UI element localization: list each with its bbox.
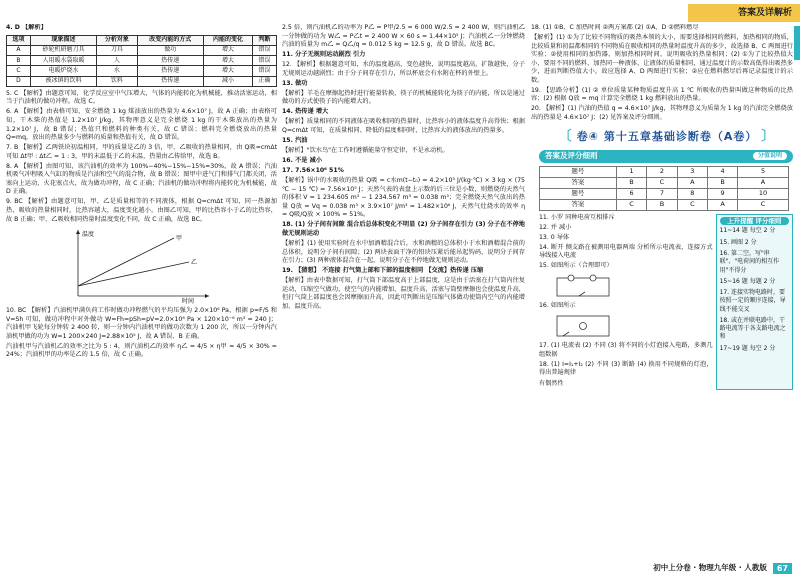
answer-paragraph: 【解析】(1) ①为了比较不同物质的吸热本领的大小，需要选择相同的燃料，加热相同的物质，比较质量和初温都相同的不同物质在吸收相同的热量时温度升高的多少，故选择 B、C 两图进行实验；②使用相同的加热器，则加热相同时间，说明吸收的热量相同；(2) ①为了比较热值大小，要用不同的燃料，加热同一种液体，让液体的质量相同，通过温度计的示数高低得出吸热多少，进而判断热值大小，故应选择 A、D 两图进行实验；②应在燃料燃尽后再记录温度计的示数。 bbox=[531, 34, 793, 84]
answer-paragraph: 19. 【思路分析】(1) ② 单位质量某种物质温度升高 1 ℃ 所吸收的热量叫做这种物质的比热容；(2) 根据 Q放 = mq 计算完全燃烧 1 kg 燃料放出的热量。 bbox=[531, 86, 793, 103]
table-row bbox=[540, 177, 789, 188]
banner-sub-label: 分值说明 bbox=[753, 152, 787, 160]
table-cell: 电暖炉烧水 bbox=[30, 66, 96, 76]
table-cell: 4 bbox=[708, 166, 738, 177]
list-item: 有偶然性 bbox=[539, 379, 564, 387]
list-item: 11. 小罗 同种电荷互相排斥 bbox=[539, 213, 615, 221]
table-header-cell: 分析对象 bbox=[96, 35, 137, 45]
series-label-a: 甲 bbox=[176, 235, 183, 243]
table-row bbox=[7, 76, 277, 86]
answer-paragraph: 18. (1) ①B、C 加热时间 ②两方案都 (2) ①A、D ②燃料燃尽 bbox=[531, 24, 699, 31]
table-cell: 错误 bbox=[253, 56, 277, 66]
answer-paragraph: 【解析】质量相同的不同液体在吸收相同的热量时，比热容小的液体温度升高得快；根据 Q=cmΔt 可知，在质量相同、降低的温度相同时，比热容大的液体放出的热量多。 bbox=[282, 118, 525, 135]
list-item: 16. 如图所示 bbox=[539, 302, 576, 310]
table-cell: 被冰镇的饮料 bbox=[30, 76, 96, 86]
table-header-cell: 内能的变化 bbox=[203, 35, 252, 45]
table-cell: 5 bbox=[738, 166, 789, 177]
table-cell: 答案 bbox=[540, 199, 617, 210]
table-cell: 7 bbox=[647, 188, 677, 199]
table-cell: 错误 bbox=[253, 45, 277, 55]
table-cell: 10 bbox=[738, 188, 789, 199]
table-cell: C bbox=[647, 177, 677, 188]
scoring-note: 17. 连接实物电路时，要按照一定的顺序连接，导线不能交叉 bbox=[719, 289, 786, 313]
table-header-row bbox=[7, 35, 277, 45]
table-cell: 题号 bbox=[540, 166, 617, 177]
list-item: 12. 并 减小 bbox=[539, 223, 572, 231]
right-column bbox=[531, 24, 793, 560]
table-cell: 2 bbox=[647, 166, 677, 177]
answer-paragraph: 12. 【解析】根据题意可知，水的温度越高，变色越快，说明温度越高，扩散越快，分子无规则运动越剧烈；由于分子间存在引力，所以杯底会有水附在杯的外壁上。 bbox=[282, 61, 525, 77]
table-cell: 题号 bbox=[540, 188, 617, 199]
answer-paragraph: 2.5 倍，则汽油机乙的功率为 P乙 = P甲/2.5 = 6 000 W/2.5 = 2 400 W，则汽油机乙一分钟做的功为 W乙 = P乙t = 2 400 W × 60 s = 1.44×10⁵ J；汽油机乙一分钟燃烧汽油的质量为 m乙 = Q乙/q = 0.012 5 kg = 12.5 g，故 D 错误。故选 BC。 bbox=[282, 24, 525, 49]
table-row bbox=[7, 56, 277, 66]
y-axis-arrow bbox=[76, 230, 80, 234]
answer-paragraph: 6. A 【解析】由表格可知，安全燃烧 1 kg 煤油放出的热量为 4.6×10⁷ J，故 A 正确；由表格可知，干木柴的热值是 1.2×10⁷ J/kg，其物理意义是完全燃烧 1 kg 的干木柴放出的热量为 1.2×10⁷ J，故 B 错误；热值只和燃料的种类有关，故 C 错误；燃料完全燃烧放出的热量 Q=mq，放出的热量多少与燃料的质量和热值有关，故 D 错误。 bbox=[6, 108, 277, 142]
answer-paragraph: 19. 【猜想】 不连接 打气筒上部和下部的温度相同 【交流】热传递 压缩 bbox=[282, 267, 484, 275]
banner-label: 答案及评分细则 bbox=[545, 150, 598, 160]
header-title: 答案及详解析 bbox=[688, 4, 800, 22]
table-cell: 热传递 bbox=[137, 76, 203, 86]
table-header-cell: 现象描述 bbox=[30, 35, 96, 45]
answer-key-table bbox=[539, 166, 789, 211]
table-cell: 答案 bbox=[540, 177, 617, 188]
series-line-a bbox=[78, 238, 174, 286]
table-cell: 错误 bbox=[253, 66, 277, 76]
section-title-text: 卷④ 第十五章基础诊断卷（A卷） bbox=[576, 129, 758, 143]
scoring-note: 16. 第二空，写"串联"、"电荷间的相互作用"不得分 bbox=[719, 250, 780, 274]
answer-paragraph: 【解析】锅中的水吸收的热量 Q吸 = c水m(t−t₀) = 4.2×10³ J/(kg·℃) × 3 kg × (75 ℃ − 15 ℃) = 7.56×10⁵ J；天然气表的表盘上示数的后三位是小数，则燃烧的天然气的体积 V = 1 234.605 m³ − 1 234.567 m³ = 0.038 m³；完全燃烧天然气放出的热量 Q放 = Vq = 0.038 m³ × 3.9×10⁷ J/m³ = 1.482×10⁶ J，天然气灶烧水的效率 η = Q吸/Q放 × 100% ≈ 51%。 bbox=[282, 177, 525, 219]
answer-paragraph: 20. 【解析】(1) 汽油的热值 q = 4.6×10⁷ J/kg，其物理意义为质量为 1 kg 的汽油完全燃烧放出的热量是 4.6×10⁷ J；(2) 见答案及评分细则。 bbox=[531, 105, 793, 121]
table-cell: 人 bbox=[96, 56, 137, 66]
table-cell: C bbox=[677, 199, 707, 210]
table-cell: 做功 bbox=[137, 45, 203, 55]
table-cell: 6 bbox=[616, 188, 646, 199]
scoring-note: 15~16 题 每题 2 分 bbox=[719, 277, 776, 285]
table-cell: B bbox=[616, 177, 646, 188]
page-footer bbox=[653, 563, 792, 574]
answer-banner bbox=[539, 150, 793, 163]
page-number: 67 bbox=[773, 563, 792, 574]
answer-paragraph: 7. B 【解析】乙两铁块初温相同，甲的质量是乙的 3 倍，甲、乙吸收的热量相同，由 Q吸=cmΔt 可知 Δt甲 : Δt乙 = 1 : 3，甲的末温低于乙的末温，热量由乙传给甲，故选 B。 bbox=[6, 144, 277, 160]
table-cell: B bbox=[7, 56, 31, 66]
table-cell: 8 bbox=[677, 188, 707, 199]
table-cell: A bbox=[677, 177, 707, 188]
answer-paragraph: 9. BC 【解析】由题意可知，甲、乙是质量相等的不同液体，根据 Q=cmΔt 可知，同一热源加热，吸收的热量相同时，比热容越大，温度变化越小，由图乙可知，甲的比热容小于乙的比热容，故 B 正确；甲、乙吸收相同热量时温度变化不同，故 C 正确，故选 BC。 bbox=[6, 198, 277, 223]
list-item: 14. 断开 侧支路在被测用电器两端 分析所示电流表，连接方式导线接入电流 bbox=[539, 243, 713, 260]
table-cell: 人用暖水袋取暖 bbox=[30, 56, 96, 66]
table-cell: 热传递 bbox=[137, 56, 203, 66]
table-cell: 砂轮机研磨刀具 bbox=[30, 45, 96, 55]
circuit-figure bbox=[553, 272, 613, 300]
table-row bbox=[7, 45, 277, 55]
q4-label: 4. D 【解析】 bbox=[6, 24, 47, 31]
table-row bbox=[540, 166, 789, 177]
table-cell: 刀具 bbox=[96, 45, 137, 55]
list-item: 13. 0 导体 bbox=[539, 233, 570, 241]
scoring-note: 15. 画图 2 分 bbox=[719, 238, 757, 246]
answer-paragraph: 14. 热传递 增大 bbox=[282, 108, 329, 116]
fill-answers-list bbox=[539, 214, 713, 390]
middle-column bbox=[282, 24, 525, 560]
table-cell: A bbox=[7, 45, 31, 55]
table-cell: B bbox=[647, 199, 677, 210]
answer-paragraph: 汽油机甲与汽油机乙的效率之比为 5 : 4，则汽油机乙的效率 η乙 = 4/5 × η甲 = 4/5 × 30% = 24%；汽油机甲的功率是乙的 1.5 倍，故 C 正确。 bbox=[6, 342, 277, 359]
bracket-right-icon: 〕 bbox=[761, 128, 776, 144]
circuit-figure bbox=[553, 312, 613, 340]
scoring-notes-title: 上升提醒 bbox=[727, 216, 754, 225]
table-row bbox=[7, 66, 277, 76]
answer-paragraph: 11. 分子无规则运动剧烈 引力 bbox=[282, 51, 366, 59]
answer-paragraph: 13. 做功 bbox=[282, 79, 308, 87]
answer-paragraph: 18. (1) 分子间有间隙 混合后总体积变化不明显 (2) 分子间存在引力 (3) 分子在不停地做无规则运动 bbox=[282, 221, 525, 238]
answer-paragraph: 17. 7.56×10⁶ 51% bbox=[282, 167, 344, 175]
scoring-note: 17~19 题 每空 2 分 bbox=[719, 344, 776, 352]
table-cell: 1 bbox=[616, 166, 646, 177]
table-header-cell: 改变内能的方式 bbox=[137, 35, 203, 45]
table-cell: C bbox=[7, 66, 31, 76]
table-cell: 正确 bbox=[253, 76, 277, 86]
answer-paragraph: 16. 不是 减小 bbox=[282, 157, 323, 165]
answer-paragraph: 8. A 【解析】由图可知，该汽油机的效率为 100%−40%−15%−15%=30%，故 A 错误；汽油机吸气冲程吸入气缸的物质是汽油和空气的混合物，故 B 错误；图甲中进气门和排气门都关闭，活塞向上运动，火花塞点火，故为做功冲程，故 C 正确；汽油机的做功冲程将内能转化为机械能，故 D 正确。 bbox=[6, 162, 277, 196]
table-cell: 增大 bbox=[203, 45, 252, 55]
table-row bbox=[540, 188, 789, 199]
table-cell: 3 bbox=[677, 166, 707, 177]
list-item: 15. 如图所示（合理即可） bbox=[539, 262, 613, 270]
left-column bbox=[6, 24, 277, 560]
series-label-b: 乙 bbox=[191, 259, 198, 267]
table-cell: 水 bbox=[96, 66, 137, 76]
table-cell: 9 bbox=[708, 188, 738, 199]
footer-text: 初中上分卷 · 物理九年级 · 人教版 bbox=[653, 563, 767, 573]
table-cell: 热传递 bbox=[137, 66, 203, 76]
y-axis-label: 温度 bbox=[82, 231, 95, 239]
answer-paragraph: 【解析】"饮水鸟"在工作时遵循能量守恒定律，不是永动机。 bbox=[282, 147, 449, 155]
corner-accent-bar bbox=[794, 26, 800, 60]
list-item: 18. (1) I=I₁+I₂ (2) 不同 (3) 断路 (4) 换用不同规格的灯泡，得出普遍规律 bbox=[539, 360, 713, 377]
fill-answers-section bbox=[539, 214, 793, 390]
table-cell: A bbox=[708, 199, 738, 210]
scoring-notes-sub: 评分细则 bbox=[755, 216, 782, 225]
answer-paragraph: 【解析】(1) 使用实验时在水中加酒精混合后，水和酒精的总体积小于水和酒精混合前的总体积，说明分子间有间隙；(2) 两块表面干净的铅块压紧后能吊起钩码，说明分子间存在引力；(3) 两种液体混合在一起，说明分子在不停地做无规则运动。 bbox=[282, 240, 525, 265]
table-cell: D bbox=[7, 76, 31, 86]
section-title bbox=[541, 126, 793, 148]
x-axis-arrow bbox=[205, 294, 209, 298]
bracket-left-icon: 〔 bbox=[558, 128, 573, 144]
table-cell: 增大 bbox=[203, 56, 252, 66]
x-axis-label: 时间 bbox=[182, 298, 195, 305]
table-cell: A bbox=[738, 177, 789, 188]
table-row bbox=[540, 199, 789, 210]
q4-analysis-table bbox=[6, 35, 277, 87]
table-header-cell: 选项 bbox=[7, 35, 31, 45]
series-line-b bbox=[78, 262, 189, 286]
table-cell: C bbox=[616, 199, 646, 210]
table-cell: C bbox=[738, 199, 789, 210]
table-header-cell: 判断 bbox=[253, 35, 277, 45]
table-cell: 减小 bbox=[203, 76, 252, 86]
temperature-time-graph bbox=[64, 226, 214, 304]
scoring-notes-head bbox=[720, 217, 789, 226]
scoring-note: 11~14 题 每空 2 分 bbox=[719, 227, 776, 235]
answer-paragraph: 【解析】由表中数据可知，打气筒下部温度高于上部温度，这是由于活塞在打气筒内往复运动，压缩空气做功，使空气的内能增加，温度升高，活塞与筒壁摩擦也会使温度升高，但打气筒上部温度也会因摩擦而升高，因此可判断出是压缩气体做功使筒内空气的内能增加、温度升高。 bbox=[282, 277, 525, 310]
table-cell: 饮料 bbox=[96, 76, 137, 86]
answer-paragraph: 5. C 【解析】由题意可知，化学反应室中气压增大，气体的内能转化为机械能，推动活塞运动，相当于汽油机的做功冲程。故选 C。 bbox=[6, 89, 277, 106]
scoring-note: 18. 或在并联电路中，干路电流等于各支路电流之和 bbox=[719, 316, 786, 341]
list-item: 17. (1) 电流表 (2) 不同 (3) 将不同的小灯泡接入电路，多测几组数据 bbox=[539, 342, 713, 358]
table-cell: 增大 bbox=[203, 66, 252, 76]
answer-paragraph: 【解析】羊毛在摩擦起热时进行能量转换，筷子的机械能转化为筷子的内能，所以是通过做功的方式使筷子的内能增大的。 bbox=[282, 89, 525, 106]
scoring-notes-box bbox=[716, 214, 793, 390]
answer-paragraph: 15. 汽油 bbox=[282, 137, 308, 145]
answer-paragraph: 10. BC 【解析】汽油机甲满负荷工作时做功冲程燃气的平均压强为 2.0×10⁶ Pa，根据 p=F/S 和 V=Sh 可知，做功冲程中对外做功 W=Fh=pSh=pV=2.0×10⁶ Pa × 120×10⁻⁶ m³ = 240 J；汽油机甲飞轮每分钟转 2 400 转，则一分钟内汽油机甲的做功次数为 1 200 次，所以一分钟内汽油机甲做的功为 W=1 200×240 J=2.88×10⁵ J，故 A 错误、B 正确。 bbox=[6, 307, 277, 340]
table-cell: B bbox=[708, 177, 738, 188]
